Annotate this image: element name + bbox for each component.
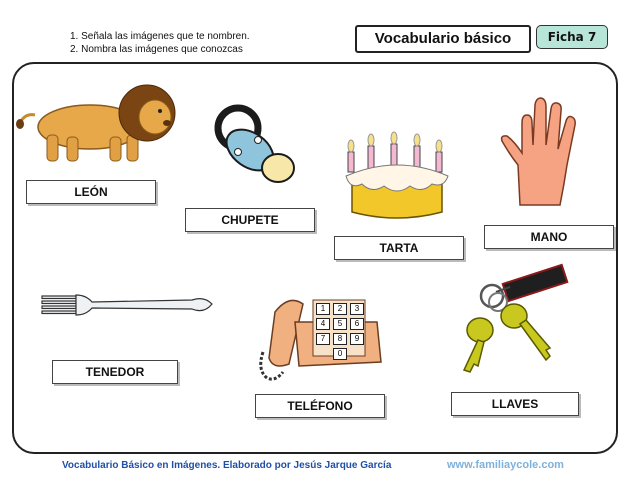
keys-icon[interactable]: [452, 262, 577, 377]
label-telefono: TELÉFONO: [255, 394, 385, 418]
label-tenedor: TENEDOR: [52, 360, 178, 384]
fork-icon[interactable]: [42, 292, 214, 318]
phone-key[interactable]: 1: [316, 303, 330, 315]
hand-icon[interactable]: [500, 95, 585, 215]
label-tarta: TARTA: [334, 236, 464, 260]
footer-credit: Vocabulario Básico en Imágenes. Elaborado por Jesús Jarque García: [62, 460, 392, 471]
label-leon: LEÓN: [26, 180, 156, 204]
phone-key[interactable]: 2: [333, 303, 347, 315]
cake-icon[interactable]: [342, 132, 452, 220]
phone-key[interactable]: 6: [350, 318, 364, 330]
phone-keypad: [316, 303, 366, 360]
instruction-2: 2. Nombra las imágenes que conozcas: [70, 44, 243, 55]
phone-key[interactable]: 5: [333, 318, 347, 330]
label-llaves: LLAVES: [451, 392, 579, 416]
phone-key[interactable]: 9: [350, 333, 364, 345]
instructions: [70, 30, 250, 56]
pacifier-icon[interactable]: [210, 100, 300, 188]
instruction-1: 1. Señala las imágenes que te nombren.: [70, 31, 250, 42]
label-chupete: CHUPETE: [185, 208, 315, 232]
footer-website-link[interactable]: www.familiaycole.com: [447, 459, 564, 471]
phone-key[interactable]: 4: [316, 318, 330, 330]
ficha-badge: Ficha 7: [536, 25, 608, 49]
phone-key[interactable]: 7: [316, 333, 330, 345]
label-mano: MANO: [484, 225, 614, 249]
phone-key[interactable]: 8: [333, 333, 347, 345]
phone-key[interactable]: 3: [350, 303, 364, 315]
phone-key[interactable]: 0: [333, 348, 347, 360]
lion-icon[interactable]: [15, 85, 180, 165]
worksheet-title: Vocabulario básico: [355, 25, 531, 53]
